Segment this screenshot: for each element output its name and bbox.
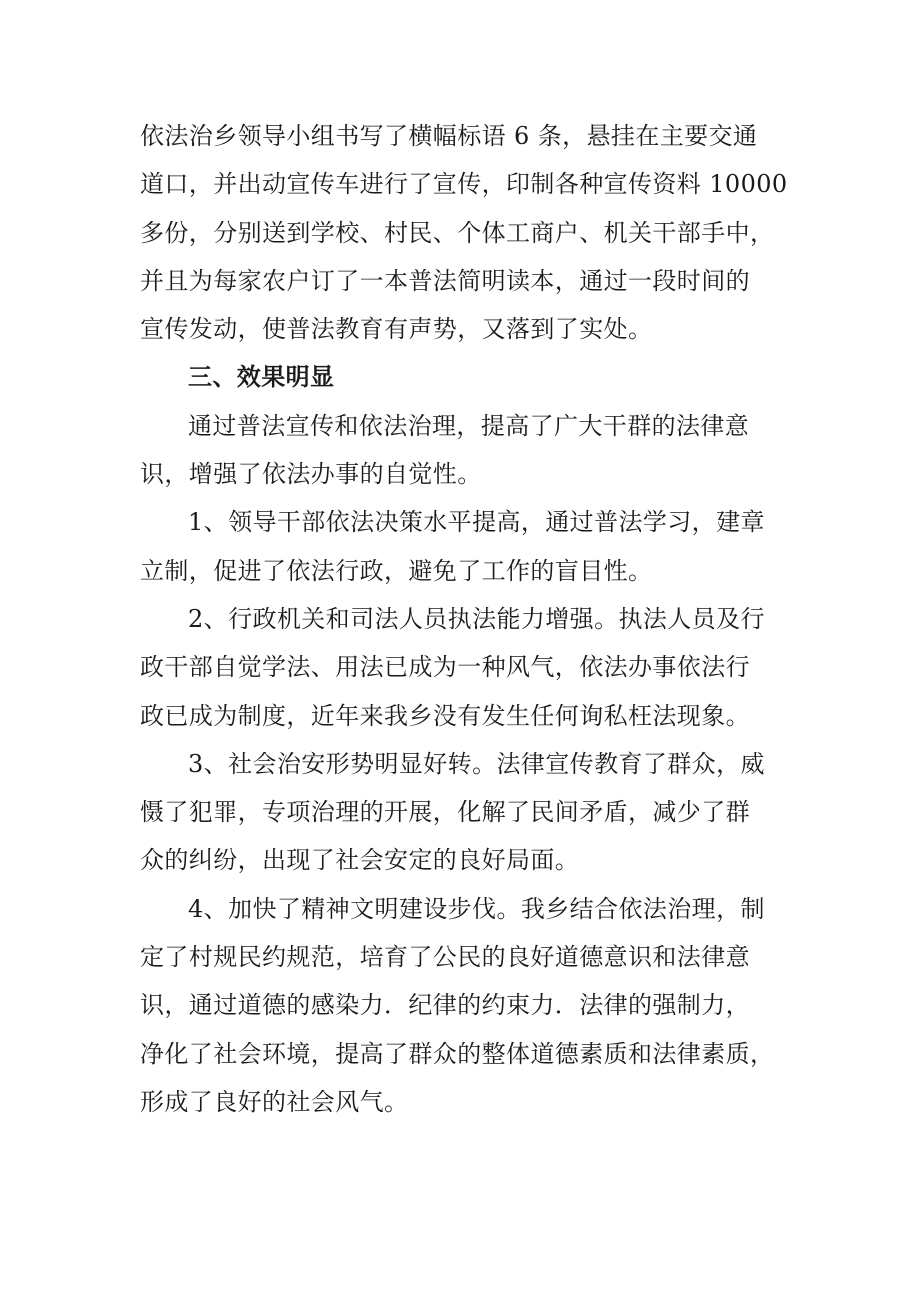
section-heading: 三、效果明显 xyxy=(188,362,335,392)
paragraph-line: 形成了良好的社会风气。 xyxy=(140,1087,409,1116)
paragraph-line: 1、领导干部依法决策水平提高，通过普法学习，建章 xyxy=(188,508,765,537)
paragraph-line: 净化了社会环境，提高了群众的整体道德素质和法律素质， xyxy=(140,1039,775,1068)
paragraph-line: 识，通过道德的感染力．纪律的约束力．法律的强制力， xyxy=(140,991,750,1020)
paragraph-line: 政已成为制度，近年来我乡没有发生任何询私枉法现象。 xyxy=(140,701,750,730)
paragraph-line: 识，增强了依法办事的自觉性。 xyxy=(140,460,482,489)
paragraph-line: 多份，分别送到学校、村民、个体工商户、机关干部手中， xyxy=(140,218,775,247)
paragraph-line: 依法治乡领导小组书写了横幅标语 6 条，悬挂在主要交通 xyxy=(140,122,758,150)
paragraph-line: 定了村规民约规范，培育了公民的良好道德意识和法律意 xyxy=(140,943,750,972)
paragraph-line: 宣传发动，使普法教育有声势，又落到了实处。 xyxy=(140,315,653,344)
paragraph-line: 政干部自觉学法、用法已成为一种风气，依法办事依法行 xyxy=(140,653,750,682)
paragraph-line: 3、社会治安形势明显好转。法律宣传教育了群众，威 xyxy=(188,749,765,778)
paragraph-line: 2、行政机关和司法人员执法能力增强。执法人员及行 xyxy=(188,604,765,633)
paragraph-line: 立制，促进了依法行政，避免了工作的盲目性。 xyxy=(140,556,653,585)
paragraph-line: 道口，并出动宣传车进行了宣传，印制各种宣传资料 10000 xyxy=(140,170,788,199)
paragraph-line: 并且为每家农户订了一本普法简明读本，通过一段时间的 xyxy=(140,266,750,295)
document-body xyxy=(140,112,788,1126)
paragraph-line: 通过普法宣传和依法治理，提高了广大干群的法律意 xyxy=(188,411,750,440)
paragraph-line: 4、加快了精神文明建设步伐。我乡结合依法治理，制 xyxy=(188,894,765,923)
paragraph-line: 众的纠纷，出现了社会安定的良好局面。 xyxy=(140,846,580,875)
paragraph-line: 慑了犯罪，专项治理的开展，化解了民间矛盾，减少了群 xyxy=(140,798,750,827)
